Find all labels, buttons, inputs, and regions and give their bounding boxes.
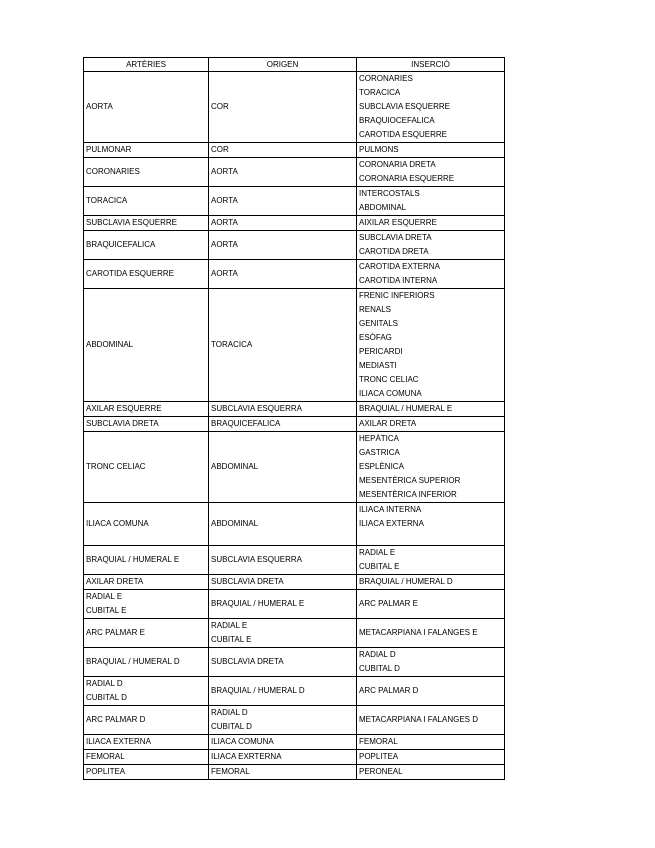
cell-origen-line: COR bbox=[211, 102, 229, 111]
cell-origen-line: AORTA bbox=[211, 240, 238, 249]
table-row bbox=[84, 402, 505, 417]
cell-insercio bbox=[357, 619, 505, 648]
cell-arteria bbox=[84, 289, 209, 402]
table-row bbox=[84, 417, 505, 432]
cell-origen bbox=[209, 231, 357, 260]
cell-insercio bbox=[357, 735, 505, 750]
cell-arteria-line: FEMORAL bbox=[86, 752, 125, 761]
cell-insercio-line: BRAQUIAL / HUMERAL D bbox=[359, 577, 453, 586]
cell-insercio-line: CORONARIA DRETA bbox=[359, 160, 436, 169]
cell-origen-line: ILIACA COMUNA bbox=[211, 737, 274, 746]
cell-origen-line: RADIAL D bbox=[211, 708, 248, 717]
cell-arteria-line: RADIAL E bbox=[86, 592, 123, 601]
cell-arteria-line: SUBCLAVIA ESQUERRE bbox=[86, 218, 177, 227]
table-row bbox=[84, 158, 505, 187]
cell-insercio-line: MESENTÈRICA INFERIOR bbox=[359, 490, 457, 499]
cell-insercio-line: POPLITEA bbox=[359, 752, 399, 761]
cell-insercio-line: HEPÀTICA bbox=[359, 434, 400, 443]
cell-insercio-line: ILIACA EXTERNA bbox=[359, 519, 424, 528]
table-row bbox=[84, 503, 505, 546]
cell-insercio-line: BRAQUIOCEFALICA bbox=[359, 116, 435, 125]
cell-insercio-line: CAROTIDA EXTERNA bbox=[359, 262, 440, 271]
cell-origen bbox=[209, 575, 357, 590]
cell-insercio bbox=[357, 648, 505, 677]
cell-insercio-line: AXILAR DRETA bbox=[359, 419, 417, 428]
cell-origen bbox=[209, 260, 357, 289]
cell-arteria bbox=[84, 677, 209, 706]
cell-insercio bbox=[357, 72, 505, 143]
cell-arteria bbox=[84, 619, 209, 648]
cell-insercio-line: RENALS bbox=[359, 305, 392, 314]
cell-origen-line: AORTA bbox=[211, 196, 238, 205]
cell-insercio bbox=[357, 231, 505, 260]
cell-origen-line: BRAQUIAL / HUMERAL D bbox=[211, 686, 305, 695]
cell-insercio-line: TRONC CELIAC bbox=[359, 375, 419, 384]
cell-insercio-line: INTERCOSTALS bbox=[359, 189, 420, 198]
cell-arteria-line: AORTA bbox=[86, 102, 113, 111]
cell-insercio bbox=[357, 503, 505, 546]
cell-arteria bbox=[84, 750, 209, 765]
cell-insercio-line: TORACICA bbox=[359, 88, 401, 97]
cell-insercio-line: CUBITAL E bbox=[359, 562, 400, 571]
cell-arteria-line: SUBCLAVIA DRETA bbox=[86, 419, 159, 428]
table-row bbox=[84, 706, 505, 735]
cell-arteria-line: ARC PALMAR D bbox=[86, 715, 146, 724]
cell-insercio-line: METACARPIANA I FALANGES D bbox=[359, 715, 478, 724]
cell-arteria bbox=[84, 231, 209, 260]
cell-arteria-line: CUBITAL D bbox=[86, 693, 127, 702]
cell-insercio bbox=[357, 216, 505, 231]
cell-origen bbox=[209, 750, 357, 765]
table-row bbox=[84, 648, 505, 677]
cell-arteria bbox=[84, 216, 209, 231]
cell-origen-line: AORTA bbox=[211, 218, 238, 227]
table-row bbox=[84, 289, 505, 402]
cell-insercio-line: SUBCLAVIA DRETA bbox=[359, 233, 432, 242]
cell-arteria-line: RADIAL D bbox=[86, 679, 123, 688]
cell-origen bbox=[209, 187, 357, 216]
cell-origen-line: CUBITAL D bbox=[211, 722, 252, 731]
cell-arteria bbox=[84, 546, 209, 575]
cell-origen bbox=[209, 72, 357, 143]
cell-origen bbox=[209, 289, 357, 402]
cell-origen bbox=[209, 677, 357, 706]
cell-arteria-line: AXILAR ESQUERRE bbox=[86, 404, 162, 413]
cell-insercio-line bbox=[359, 531, 502, 545]
table-row bbox=[84, 765, 505, 780]
cell-insercio-line: ESÒFAG bbox=[359, 333, 392, 342]
cell-origen-line: SUBCLAVIA DRETA bbox=[211, 577, 284, 586]
cell-arteria-line: BRAQUIAL / HUMERAL E bbox=[86, 555, 180, 564]
cell-insercio-line: CAROTIDA DRETA bbox=[359, 247, 429, 256]
cell-insercio bbox=[357, 590, 505, 619]
cell-insercio-line: ARC PALMAR E bbox=[359, 599, 418, 608]
cell-arteria-line: PULMONAR bbox=[86, 145, 132, 154]
cell-origen bbox=[209, 590, 357, 619]
cell-arteria bbox=[84, 765, 209, 780]
cell-arteria bbox=[84, 417, 209, 432]
cell-arteria bbox=[84, 706, 209, 735]
cell-arteria-line: ARC PALMAR E bbox=[86, 628, 145, 637]
table-row bbox=[84, 143, 505, 158]
cell-insercio-line: CORONARIA ESQUERRE bbox=[359, 174, 455, 183]
header-origen: ORIGEN bbox=[209, 58, 357, 72]
table-row bbox=[84, 187, 505, 216]
cell-insercio-line: METACARPIANA I FALANGES E bbox=[359, 628, 478, 637]
cell-insercio-line: ARC PALMAR D bbox=[359, 686, 419, 695]
cell-origen bbox=[209, 619, 357, 648]
cell-insercio bbox=[357, 143, 505, 158]
table-row bbox=[84, 575, 505, 590]
cell-arteria-line: TRONC CELIAC bbox=[86, 462, 146, 471]
cell-origen-line: TORACICA bbox=[211, 340, 253, 349]
cell-origen-line: ABDOMINAL bbox=[211, 519, 259, 528]
table-row bbox=[84, 546, 505, 575]
table-row bbox=[84, 260, 505, 289]
cell-insercio-line: FEMORAL bbox=[359, 737, 398, 746]
cell-insercio-line: PERONEAL bbox=[359, 767, 403, 776]
cell-origen-line: COR bbox=[211, 145, 229, 154]
table-row bbox=[84, 677, 505, 706]
cell-insercio-line: GENITALS bbox=[359, 319, 398, 328]
cell-insercio-line: ILIACA COMUNA bbox=[359, 389, 422, 398]
header-row bbox=[84, 58, 505, 72]
cell-origen bbox=[209, 546, 357, 575]
cell-arteria bbox=[84, 260, 209, 289]
cell-insercio bbox=[357, 677, 505, 706]
cell-origen-line: SUBCLAVIA ESQUERRA bbox=[211, 555, 302, 564]
cell-insercio bbox=[357, 417, 505, 432]
cell-origen bbox=[209, 735, 357, 750]
cell-origen-line: BRAQUICEFALICA bbox=[211, 419, 281, 428]
cell-arteria-line: BRAQUICEFALICA bbox=[86, 240, 156, 249]
cell-insercio bbox=[357, 260, 505, 289]
cell-arteria bbox=[84, 575, 209, 590]
cell-origen bbox=[209, 648, 357, 677]
cell-insercio-line: CORONARIES bbox=[359, 74, 413, 83]
cell-arteria bbox=[84, 402, 209, 417]
cell-origen bbox=[209, 503, 357, 546]
cell-insercio-line: ILIACA INTERNA bbox=[359, 505, 422, 514]
cell-insercio-line: AIXILAR ESQUERRE bbox=[359, 218, 437, 227]
cell-arteria-line: ILIACA COMUNA bbox=[86, 519, 149, 528]
cell-origen-line: FEMORAL bbox=[211, 767, 250, 776]
header-arteries: ARTÈRIES bbox=[84, 58, 209, 72]
table-row bbox=[84, 735, 505, 750]
cell-origen bbox=[209, 432, 357, 503]
cell-insercio-line: GASTRICA bbox=[359, 448, 400, 457]
cell-arteria bbox=[84, 432, 209, 503]
cell-insercio-line: RADIAL D bbox=[359, 650, 396, 659]
table-row bbox=[84, 750, 505, 765]
cell-arteria-line: CORONARIES bbox=[86, 167, 140, 176]
spreadsheet-page bbox=[83, 57, 504, 780]
cell-origen bbox=[209, 158, 357, 187]
cell-origen bbox=[209, 216, 357, 231]
cell-origen-line: RADIAL E bbox=[211, 621, 248, 630]
cell-origen-line: CUBITAL E bbox=[211, 635, 252, 644]
cell-insercio-line: MEDIASTI bbox=[359, 361, 397, 370]
cell-origen-line: SUBCLAVIA ESQUERRA bbox=[211, 404, 302, 413]
cell-origen-line: ABDOMINAL bbox=[211, 462, 259, 471]
cell-insercio bbox=[357, 289, 505, 402]
cell-insercio bbox=[357, 575, 505, 590]
cell-insercio-line: CAROTIDA ESQUERRE bbox=[359, 130, 448, 139]
cell-origen-line: BRAQUIAL / HUMERAL E bbox=[211, 599, 305, 608]
cell-arteria bbox=[84, 503, 209, 546]
cell-arteria-line: POPLITEA bbox=[86, 767, 126, 776]
arteries-table bbox=[83, 57, 505, 780]
cell-origen bbox=[209, 143, 357, 158]
cell-insercio bbox=[357, 546, 505, 575]
cell-insercio bbox=[357, 187, 505, 216]
table-body bbox=[84, 72, 505, 780]
table-row bbox=[84, 619, 505, 648]
cell-arteria bbox=[84, 187, 209, 216]
cell-origen-line: ILIACA EXRTERNA bbox=[211, 752, 282, 761]
cell-arteria bbox=[84, 735, 209, 750]
cell-insercio bbox=[357, 706, 505, 735]
cell-insercio-line: PERICARDI bbox=[359, 347, 403, 356]
cell-insercio-line: MESENTÈRICA SUPERIOR bbox=[359, 476, 461, 485]
cell-origen-line: AORTA bbox=[211, 167, 238, 176]
header-insercio: INSERCIÓ bbox=[357, 58, 505, 72]
cell-insercio-line: CAROTIDA INTERNA bbox=[359, 276, 438, 285]
cell-insercio bbox=[357, 158, 505, 187]
cell-insercio bbox=[357, 750, 505, 765]
cell-insercio bbox=[357, 402, 505, 417]
cell-insercio-line: ESPLÈNICA bbox=[359, 462, 404, 471]
cell-arteria-line: ILIACA EXTERNA bbox=[86, 737, 151, 746]
cell-arteria-line: ABDOMINAL bbox=[86, 340, 134, 349]
cell-arteria-line: BRAQUIAL / HUMERAL D bbox=[86, 657, 180, 666]
table-row bbox=[84, 72, 505, 143]
table-row bbox=[84, 432, 505, 503]
cell-insercio-line: CUBITAL D bbox=[359, 664, 400, 673]
cell-arteria-line: AXILAR DRETA bbox=[86, 577, 144, 586]
cell-origen-line: SUBCLAVIA DRETA bbox=[211, 657, 284, 666]
cell-origen bbox=[209, 402, 357, 417]
table-row bbox=[84, 590, 505, 619]
table-row bbox=[84, 216, 505, 231]
cell-origen bbox=[209, 765, 357, 780]
cell-insercio-line: SUBCLAVIA ESQUERRE bbox=[359, 102, 450, 111]
cell-insercio-line: RADIAL E bbox=[359, 548, 396, 557]
cell-arteria-line: TORACICA bbox=[86, 196, 128, 205]
table-row bbox=[84, 231, 505, 260]
cell-insercio-line: PULMONS bbox=[359, 145, 399, 154]
cell-arteria bbox=[84, 590, 209, 619]
cell-insercio-line: BRAQUIAL / HUMERAL E bbox=[359, 404, 453, 413]
cell-insercio bbox=[357, 432, 505, 503]
cell-origen bbox=[209, 706, 357, 735]
cell-arteria bbox=[84, 72, 209, 143]
cell-arteria bbox=[84, 648, 209, 677]
cell-arteria-line: CUBITAL E bbox=[86, 606, 127, 615]
cell-arteria bbox=[84, 158, 209, 187]
cell-arteria-line: CAROTIDA ESQUERRE bbox=[86, 269, 175, 278]
cell-origen bbox=[209, 417, 357, 432]
cell-insercio-line: ABDOMINAL bbox=[359, 203, 407, 212]
cell-insercio bbox=[357, 765, 505, 780]
cell-arteria bbox=[84, 143, 209, 158]
cell-insercio-line: FRENIC INFERIORS bbox=[359, 291, 435, 300]
cell-origen-line: AORTA bbox=[211, 269, 238, 278]
